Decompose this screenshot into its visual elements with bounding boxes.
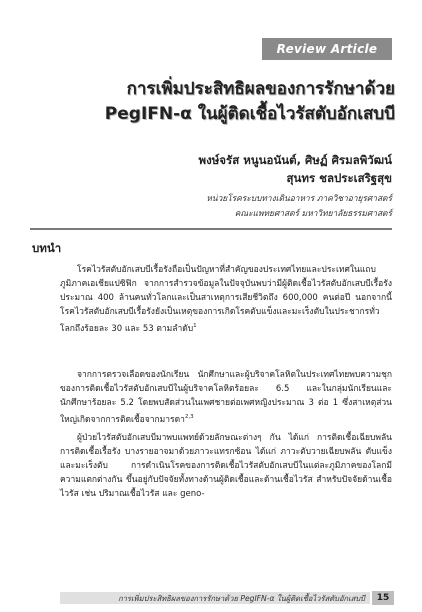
affiliation-line-2: คณะแพทยศาสตร์ มหาวิทยาลัยธรรมศาสตร์ bbox=[234, 208, 392, 218]
running-title: การเพิ่มประสิทธิผลของการรักษาด้วย PegIFN-α ในผู้ติดเชื้อไวรัสตับอักเสบบี bbox=[118, 594, 365, 603]
body-paragraph bbox=[60, 368, 392, 427]
section-heading: บทนำ bbox=[32, 241, 62, 255]
body-paragraph bbox=[60, 263, 392, 336]
article-type-badge: Review Article bbox=[262, 38, 392, 60]
article-title-line-2: PegIFN-α ในผู้ติดเชื้อไวรัสตับอักเสบบี bbox=[104, 104, 395, 124]
paragraph-text: ผู้ป่วยไวรัสตับอักเสบบีมาพบแพทย์ด้วยลักษณะต่างๆ กัน ได้แก่ การติดเชื้อเฉียบพลัน การติดเชื้อเรื้อรัง บางรายอาจมาด้วยภาวะแทรกซ้อน ได้แก่ ภาวะตับวายเฉียบพลัน ตับแข็ง และมะเร็งตับ การดำเนินโรคของการติดเชื้อไวรัสตับอักเสบบีในแต่ละภูมิภาคของโลกมีความแตกต่างกัน ขึ้นอยู่กับปัจจัยทั้งทางด้านผู้ติดเชื้อและด้านเชื้อไวรัส สำหรับปัจจัยด้านเชื้อไวรัส เช่น ปริมาณเชื้อไวรัส และ geno- bbox=[60, 433, 392, 499]
citation-ref: 2,3 bbox=[184, 414, 194, 420]
page-footer bbox=[0, 588, 422, 608]
paragraph-text: จากการตรวจเลือดของนักเรียน นักศึกษาและผู้บริจาคโลหิตในประเทศไทยพบความชุกของการติดเชื้อไวรัสตับอักเสบบีในผู้บริจาคโลหิตร้อยละ 6.5 และในกลุ่มนักเรียนและนักศึกษาร้อยละ 5.2 โดยพบสัดส่วนในเพศชายต่อเพศหญิงประมาณ 3 ต่อ 1 ซึ่งสาเหตุส่วนใหญ่เกิดจากการติดเชื้อจากมารดา bbox=[60, 370, 392, 425]
page-number: 15 bbox=[372, 591, 394, 605]
authors-line-2: สุนทร ชลประเสริฐสุข bbox=[286, 171, 392, 185]
citation-ref: 1 bbox=[193, 323, 197, 329]
section-divider bbox=[30, 228, 392, 230]
body-paragraph bbox=[60, 431, 392, 501]
article-title-line-1: การเพิ่มประสิทธิผลของการรักษาด้วย bbox=[126, 79, 395, 99]
affiliation-line-1: หน่วยโรคระบบทางเดินอาหาร ภาควิชาอายุรศาสตร์ bbox=[206, 193, 392, 203]
paragraph-text: โรคไวรัสตับอักเสบบีเรื้อรังถือเป็นปัญหาที่สำคัญของประเทศไทยและประเทศในแถบภูมิภาคเอเชียแปซิฟิก จากการสำรวจข้อมูลในปัจจุบันพบว่ามีผู้ติดเชื้อไวรัสตับอักเสบบีเรื้อรังประมาณ 400 ล้านคนทั่วโลกและเป็นสาเหตุการเสียชีวิตถึง 600,000 คนต่อปี นอกจากนี้ โรคไวรัสตับอักเสบบีเรื้อรังยังเป็นเหตุของการเกิดโรคตับแข็งและมะเร็งตับในประชากรทั่วโลกถึงร้อยละ 30 และ 53 ตามลำดับ bbox=[60, 265, 392, 334]
authors-line-1: พงษ์จรัส หนูนอนันต์, ศิษฏ์ ศิรมลพิวัฒน์ bbox=[198, 153, 392, 167]
